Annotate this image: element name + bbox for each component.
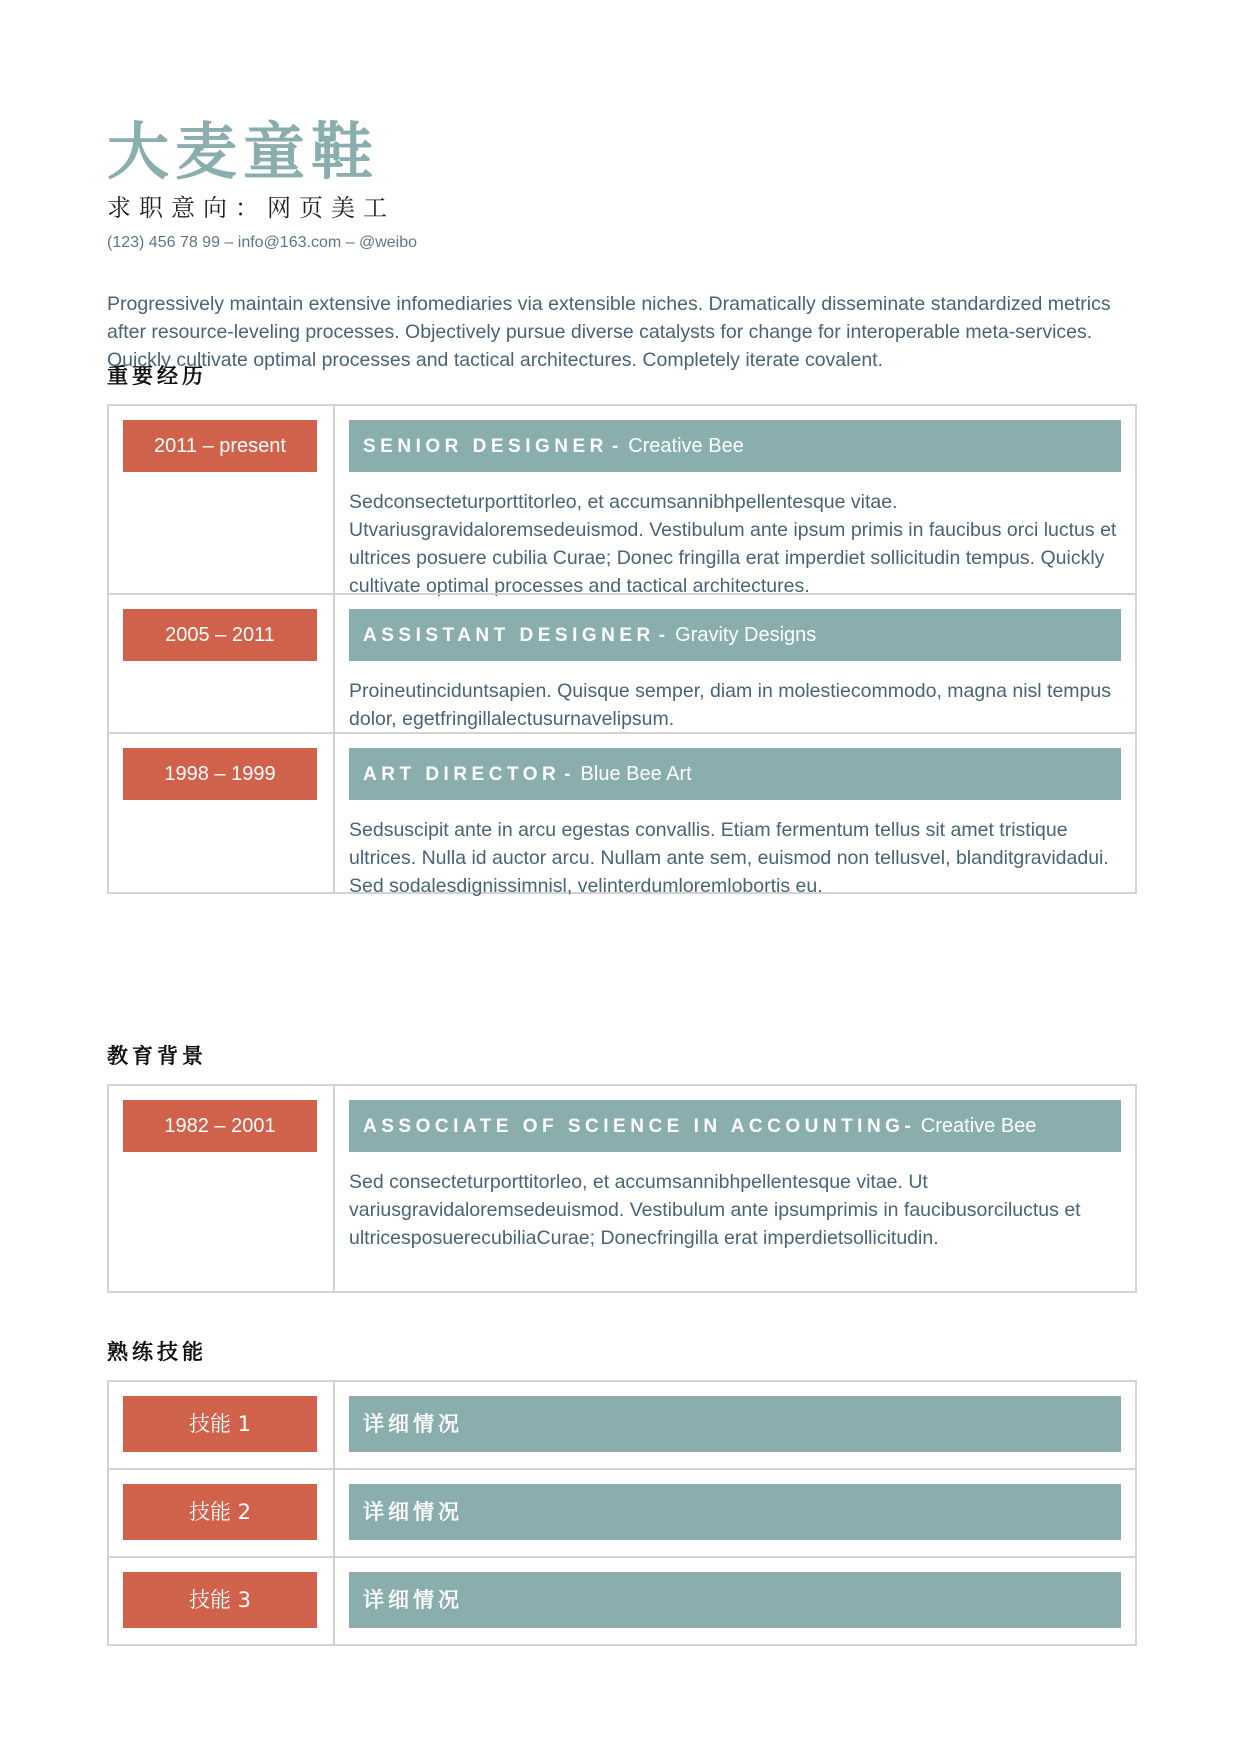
skill-detail-bar: 详细情况 (349, 1396, 1121, 1452)
candidate-name: 大麦童鞋 (107, 115, 380, 188)
skill-row (109, 1468, 1135, 1556)
job-title-bar (349, 748, 1121, 800)
date-tag: 2005 – 2011 (123, 609, 317, 661)
degree-name: ASSOCIATE OF SCIENCE IN ACCOUNTING (363, 1116, 905, 1137)
title-separator: - (658, 625, 666, 646)
job-role: SENIOR DESIGNER (363, 436, 608, 457)
experience-row (109, 593, 1135, 732)
date-tag: 1982 – 2001 (123, 1100, 317, 1152)
education-box (107, 1084, 1137, 1293)
job-objective: 求职意向：网页美工 (107, 194, 395, 222)
education-row (109, 1086, 1135, 1291)
job-title-bar (349, 609, 1121, 661)
skill-detail-bar: 详细情况 (349, 1572, 1121, 1628)
title-separator: - (611, 436, 619, 457)
date-tag: 2011 – present (123, 420, 317, 472)
school-name: Creative Bee (920, 1115, 1037, 1137)
job-description: Proineutinciduntsapien. Quisque semper, diam in molestiecommodo, magna nisl tempus dolor, egetfringillalectusurnavelipsum. (349, 680, 1111, 730)
experience-row (109, 732, 1135, 897)
job-role: ASSISTANT DESIGNER (363, 625, 655, 646)
experience-box (107, 404, 1137, 897)
skills-section-title: 熟练技能 (107, 1340, 207, 1364)
skill-label: 技能 1 (123, 1396, 317, 1452)
education-description: Sed consecteturporttitorleo, et accumsannibhpellentesque vitae. Ut variusgravidaloremsedeuismod. Vestibulum ante ipsumprimis in faucibusorciluctus et ultricesposuerecubiliaCurae; Donecfringilla erat imperdietsollicitudin. (349, 1171, 1081, 1249)
contact-line: (123) 456 78 99 – info@163.com – @weibo (107, 234, 418, 251)
title-separator: - (904, 1116, 911, 1137)
skill-label: 技能 2 (123, 1484, 317, 1540)
skill-row (109, 1556, 1135, 1644)
skill-label: 技能 3 (123, 1572, 317, 1628)
profile-summary: Progressively maintain extensive infomediaries via extensible niches. Dramatically disseminate standardized metrics after resource-leveling processes. Objectively pursue diverse catalysts for change for interoperable meta-services. Quickly cultivate optimal processes and tactical architectures. Completely iterate covalent. (107, 293, 1111, 371)
date-tag: 1998 – 1999 (123, 748, 317, 800)
experience-row (109, 406, 1135, 597)
company-name: Creative Bee (628, 435, 744, 457)
job-role: ART DIRECTOR (363, 764, 561, 785)
job-description: Sedsuscipit ante in arcu egestas convallis. Etiam fermentum tellus sit amet tristique ultrices. Nulla id auctor arcu. Nullam ante sem, euismod non tellusvel, blanditgravidadui. Sed sodalesdignissimnisl, velinterdumloremlobortis eu. (349, 819, 1109, 897)
experience-section-title: 重要经历 (107, 364, 207, 388)
skills-box (107, 1380, 1137, 1646)
job-description: Sedconsecteturporttitorleo, et accumsannibhpellentesque vitae. Utvariusgravidaloremsedeuismod. Vestibulum ante ipsum primis in faucibus orci luctus et ultrices posuere cubilia Curae; Donec fringilla erat imperdiet sollicitudin tempus. Quickly cultivate optimal processes and tactical architectures. (349, 491, 1117, 597)
job-title-bar (349, 420, 1121, 472)
company-name: Blue Bee Art (580, 763, 692, 785)
company-name: Gravity Designs (675, 624, 817, 646)
skill-detail-bar: 详细情况 (349, 1484, 1121, 1540)
skill-row (109, 1382, 1135, 1468)
degree-title-bar (349, 1100, 1121, 1152)
title-separator: - (564, 764, 571, 785)
education-section-title: 教育背景 (107, 1044, 207, 1068)
